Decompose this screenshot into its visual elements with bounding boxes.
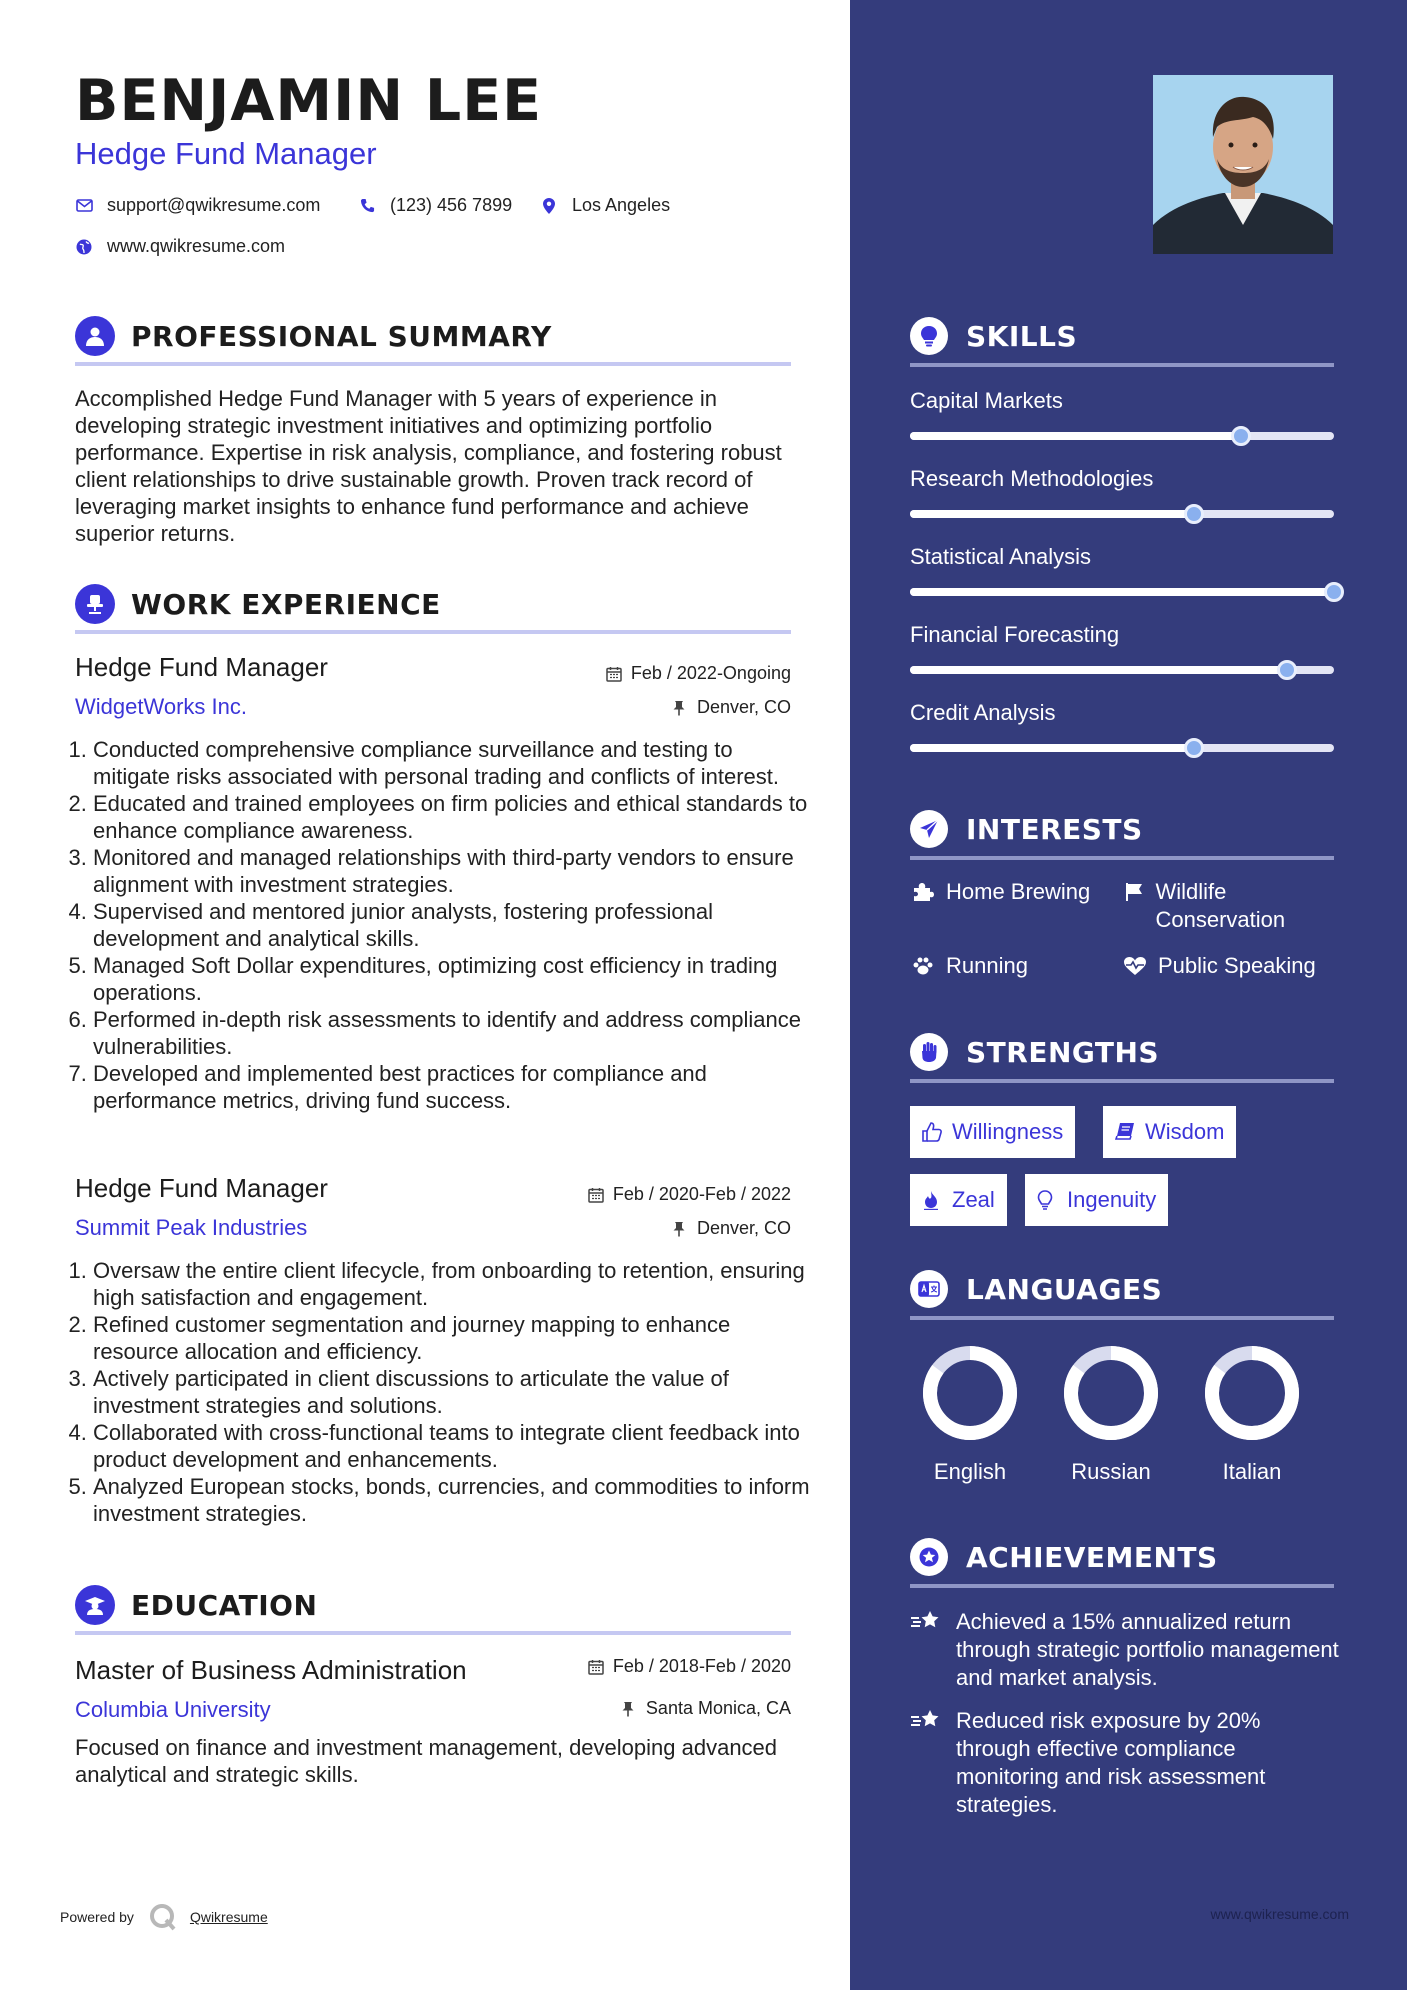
footer-branding — [60, 1902, 268, 1932]
strength-label: Willingness — [952, 1119, 1064, 1144]
skill-bar — [910, 510, 1334, 518]
contact-location — [540, 195, 670, 216]
strength-label: Ingenuity — [1067, 1187, 1157, 1212]
strengths-divider — [910, 1079, 1334, 1083]
interests-heading — [910, 810, 1334, 848]
degree-title: Master of Business Administration — [75, 1655, 467, 1685]
school-name: Columbia University — [75, 1697, 271, 1722]
job-2-dates — [588, 1184, 791, 1205]
strengths-heading — [910, 1033, 1334, 1071]
skill-bar — [910, 666, 1334, 674]
education-dates-text: Feb / 2018-Feb / 2020 — [612, 1656, 791, 1676]
summary-text: Accomplished Hedge Fund Manager with 5 years of experience in developing strategic investment initiatives and optimizing portfolio performance. Expertise in risk analysis, compliance, and fostering robust client relationships to drive sustainable growth. Proven track record of leveraging market insights to enhance fund performance and achieve superior returns. — [75, 386, 782, 546]
skill-bar-fill — [910, 432, 1241, 440]
list-item: 4. Supervised and mentored junior analysts, fostering professional development and analytical skills. — [93, 898, 813, 952]
skill-bar-fill — [910, 588, 1334, 596]
skill-level-handle — [1184, 738, 1204, 758]
skill-label: Financial Forecasting — [910, 622, 1120, 647]
list-item: 5. Analyzed European stocks, bonds, currencies, and commodities to inform investment strategies. — [93, 1473, 813, 1527]
skill-label: Statistical Analysis — [910, 544, 1091, 569]
language-item — [1197, 1344, 1307, 1485]
calendar-icon — [606, 666, 622, 682]
language-donut — [921, 1344, 1019, 1442]
skills-heading — [910, 317, 1334, 355]
education-text: Focused on finance and investment management, developing advanced analytical and strategic skills. — [75, 1735, 778, 1787]
experience-title: WORK EXPERIENCE — [131, 587, 441, 621]
pushpin-icon — [672, 1221, 688, 1237]
job-1-company: WidgetWorks Inc. — [75, 694, 247, 719]
skill-label: Capital Markets — [910, 388, 1063, 413]
skill-bar — [910, 744, 1334, 752]
language-label: Russian — [1071, 1459, 1151, 1484]
contact-website — [75, 236, 285, 257]
globe-icon — [75, 238, 93, 256]
interest-item — [1122, 952, 1342, 980]
strength-tag — [1025, 1174, 1168, 1226]
skill-level-handle — [1324, 582, 1344, 602]
language-item — [1056, 1344, 1166, 1485]
shooting-star-icon — [910, 1707, 944, 1735]
skills-title: SKILLS — [966, 319, 1078, 353]
powered-by-text: Powered by — [60, 1909, 134, 1925]
interest-label: Wildlife Conservation — [1155, 879, 1286, 932]
envelope-icon — [75, 197, 93, 215]
calendar-icon — [588, 1659, 604, 1675]
skill-level-handle — [1231, 426, 1251, 446]
strengths-title: STRENGTHS — [966, 1035, 1160, 1069]
language-item — [915, 1344, 1025, 1485]
fire-icon — [922, 1190, 942, 1210]
email-text[interactable]: support@qwikresume.com — [107, 195, 321, 215]
job-1-title: Hedge Fund Manager — [75, 652, 328, 682]
language-donut — [1203, 1344, 1301, 1442]
list-item: 3. Monitored and managed relationships with third-party vendors to ensure alignment with investment strategies. — [93, 844, 813, 898]
list-item: 1. Oversaw the entire client lifecycle, from onboarding to retention, ensuring high satisfaction and engagement. — [93, 1257, 813, 1311]
interests-title: INTERESTS — [966, 812, 1143, 846]
strength-label: Wisdom — [1145, 1119, 1225, 1144]
strength-label: Zeal — [952, 1187, 995, 1212]
languages-heading — [910, 1270, 1334, 1308]
job-1-dates-text: Feb / 2022-Ongoing — [630, 663, 791, 683]
user-icon — [75, 316, 115, 356]
skill-bar-fill — [910, 744, 1194, 752]
summary-heading — [75, 316, 791, 356]
strength-tag — [1103, 1106, 1236, 1158]
list-item: 7. Developed and implemented best practices for compliance and performance metrics, driving fund success. — [93, 1060, 813, 1114]
achievement-item — [910, 1707, 1340, 1819]
languages-divider — [910, 1316, 1334, 1320]
pushpin-icon — [672, 700, 688, 716]
language-label: Italian — [1222, 1459, 1282, 1484]
qwikresume-logo — [148, 1902, 178, 1932]
achievement-text: Reduced risk exposure by 20% through effective compliance monitoring and risk assessment strategies. — [956, 1708, 1266, 1817]
experience-divider — [75, 630, 791, 634]
shooting-star-icon — [910, 1608, 944, 1636]
job-2-title: Hedge Fund Manager — [75, 1173, 328, 1203]
phone-icon — [358, 197, 376, 215]
list-item: 2. Educated and trained employees on firm policies and ethical standards to enhance compliance awareness. — [93, 790, 813, 844]
location-text: Los Angeles — [572, 195, 671, 215]
job-2-bullets — [75, 1257, 813, 1527]
star-badge-icon — [910, 1538, 948, 1576]
brand-link[interactable]: Qwikresume — [189, 1909, 268, 1925]
achievements-heading — [910, 1538, 1334, 1576]
experience-heading — [75, 584, 791, 624]
skill-bar-fill — [910, 510, 1194, 518]
language-donut — [1062, 1344, 1160, 1442]
skill-level-handle — [1184, 504, 1204, 524]
graduate-icon — [75, 1585, 115, 1625]
interest-label: Public Speaking — [1158, 953, 1316, 978]
interests-divider — [910, 856, 1334, 860]
candidate-role: Hedge Fund Manager — [75, 136, 377, 171]
interest-label: Home Brewing — [946, 879, 1091, 904]
list-item: 6. Performed in-depth risk assessments to identify and address compliance vulnerabilities. — [93, 1006, 813, 1060]
flag-icon — [1122, 880, 1145, 904]
education-dates — [588, 1656, 791, 1677]
list-item: 4. Collaborated with cross-functional teams to integrate client feedback into product development and enhancements. — [93, 1419, 813, 1473]
education-title: EDUCATION — [131, 1588, 318, 1622]
job-2-location-text: Denver, CO — [696, 1218, 791, 1238]
achievement-item — [910, 1608, 1340, 1692]
paper-plane-icon — [910, 810, 948, 848]
skill-label: Credit Analysis — [910, 700, 1056, 725]
list-item: 1. Conducted comprehensive compliance surveillance and testing to mitigate risks associated with personal trading and conflicts of interest. — [93, 736, 813, 790]
interest-item — [910, 952, 1110, 980]
summary-divider — [75, 362, 791, 366]
education-heading — [75, 1585, 791, 1625]
interest-label: Running — [946, 953, 1028, 978]
language-label: English — [933, 1459, 1007, 1484]
heartbeat-icon — [1122, 954, 1148, 978]
education-location-text: Santa Monica, CA — [645, 1698, 791, 1718]
puzzle-icon — [910, 880, 936, 904]
education-location — [621, 1698, 791, 1719]
skill-label: Research Methodologies — [910, 466, 1154, 491]
strength-tag — [910, 1174, 1007, 1226]
profile-photo — [1153, 75, 1333, 254]
candidate-name: BENJAMIN LEE — [75, 68, 543, 134]
job-2-company: Summit Peak Industries — [75, 1215, 308, 1240]
job-1-location-text: Denver, CO — [696, 697, 791, 717]
list-item: 5. Managed Soft Dollar expenditures, optimizing cost efficiency in trading operations. — [93, 952, 813, 1006]
calendar-icon — [588, 1187, 604, 1203]
lightbulb-icon — [1037, 1190, 1057, 1210]
job-1-location — [672, 697, 791, 718]
achievements-title: ACHIEVEMENTS — [966, 1540, 1218, 1574]
job-2-location — [672, 1218, 791, 1239]
contact-phone — [358, 195, 512, 216]
phone-text[interactable]: (123) 456 7899 — [390, 195, 513, 215]
education-divider — [75, 1631, 791, 1635]
paw-icon — [910, 954, 936, 978]
translate-icon — [910, 1270, 948, 1308]
interest-item — [910, 878, 1110, 906]
job-1-dates — [606, 663, 791, 684]
contact-email — [75, 195, 320, 216]
interest-item — [1122, 878, 1342, 934]
list-item: 2. Refined customer segmentation and journey mapping to enhance resource allocation and efficiency. — [93, 1311, 813, 1365]
summary-title: PROFESSIONAL SUMMARY — [131, 319, 552, 353]
book-icon — [1115, 1122, 1135, 1142]
pushpin-icon — [621, 1701, 637, 1717]
list-item: 3. Actively participated in client discussions to articulate the value of investment strategies and solutions. — [93, 1365, 813, 1419]
skills-divider — [910, 363, 1334, 367]
achievement-text: Achieved a 15% annualized return through strategic portfolio management and market analysis. — [956, 1609, 1339, 1690]
fist-icon — [910, 1033, 948, 1071]
languages-title: LANGUAGES — [966, 1272, 1163, 1306]
footer-site[interactable]: www.qwikresume.com — [1210, 1906, 1349, 1922]
skill-bar-fill — [910, 666, 1287, 674]
map-pin-icon — [540, 197, 558, 215]
skill-bar — [910, 588, 1334, 596]
chair-icon — [75, 584, 115, 624]
website-text[interactable]: www.qwikresume.com — [107, 236, 286, 256]
job-1-bullets — [75, 736, 813, 1114]
skill-bar — [910, 432, 1334, 440]
job-2-dates-text: Feb / 2020-Feb / 2022 — [612, 1184, 791, 1204]
strength-tag — [910, 1106, 1075, 1158]
lightbulb-icon — [910, 317, 948, 355]
achievements-divider — [910, 1584, 1334, 1588]
thumbs-up-icon — [922, 1122, 942, 1142]
